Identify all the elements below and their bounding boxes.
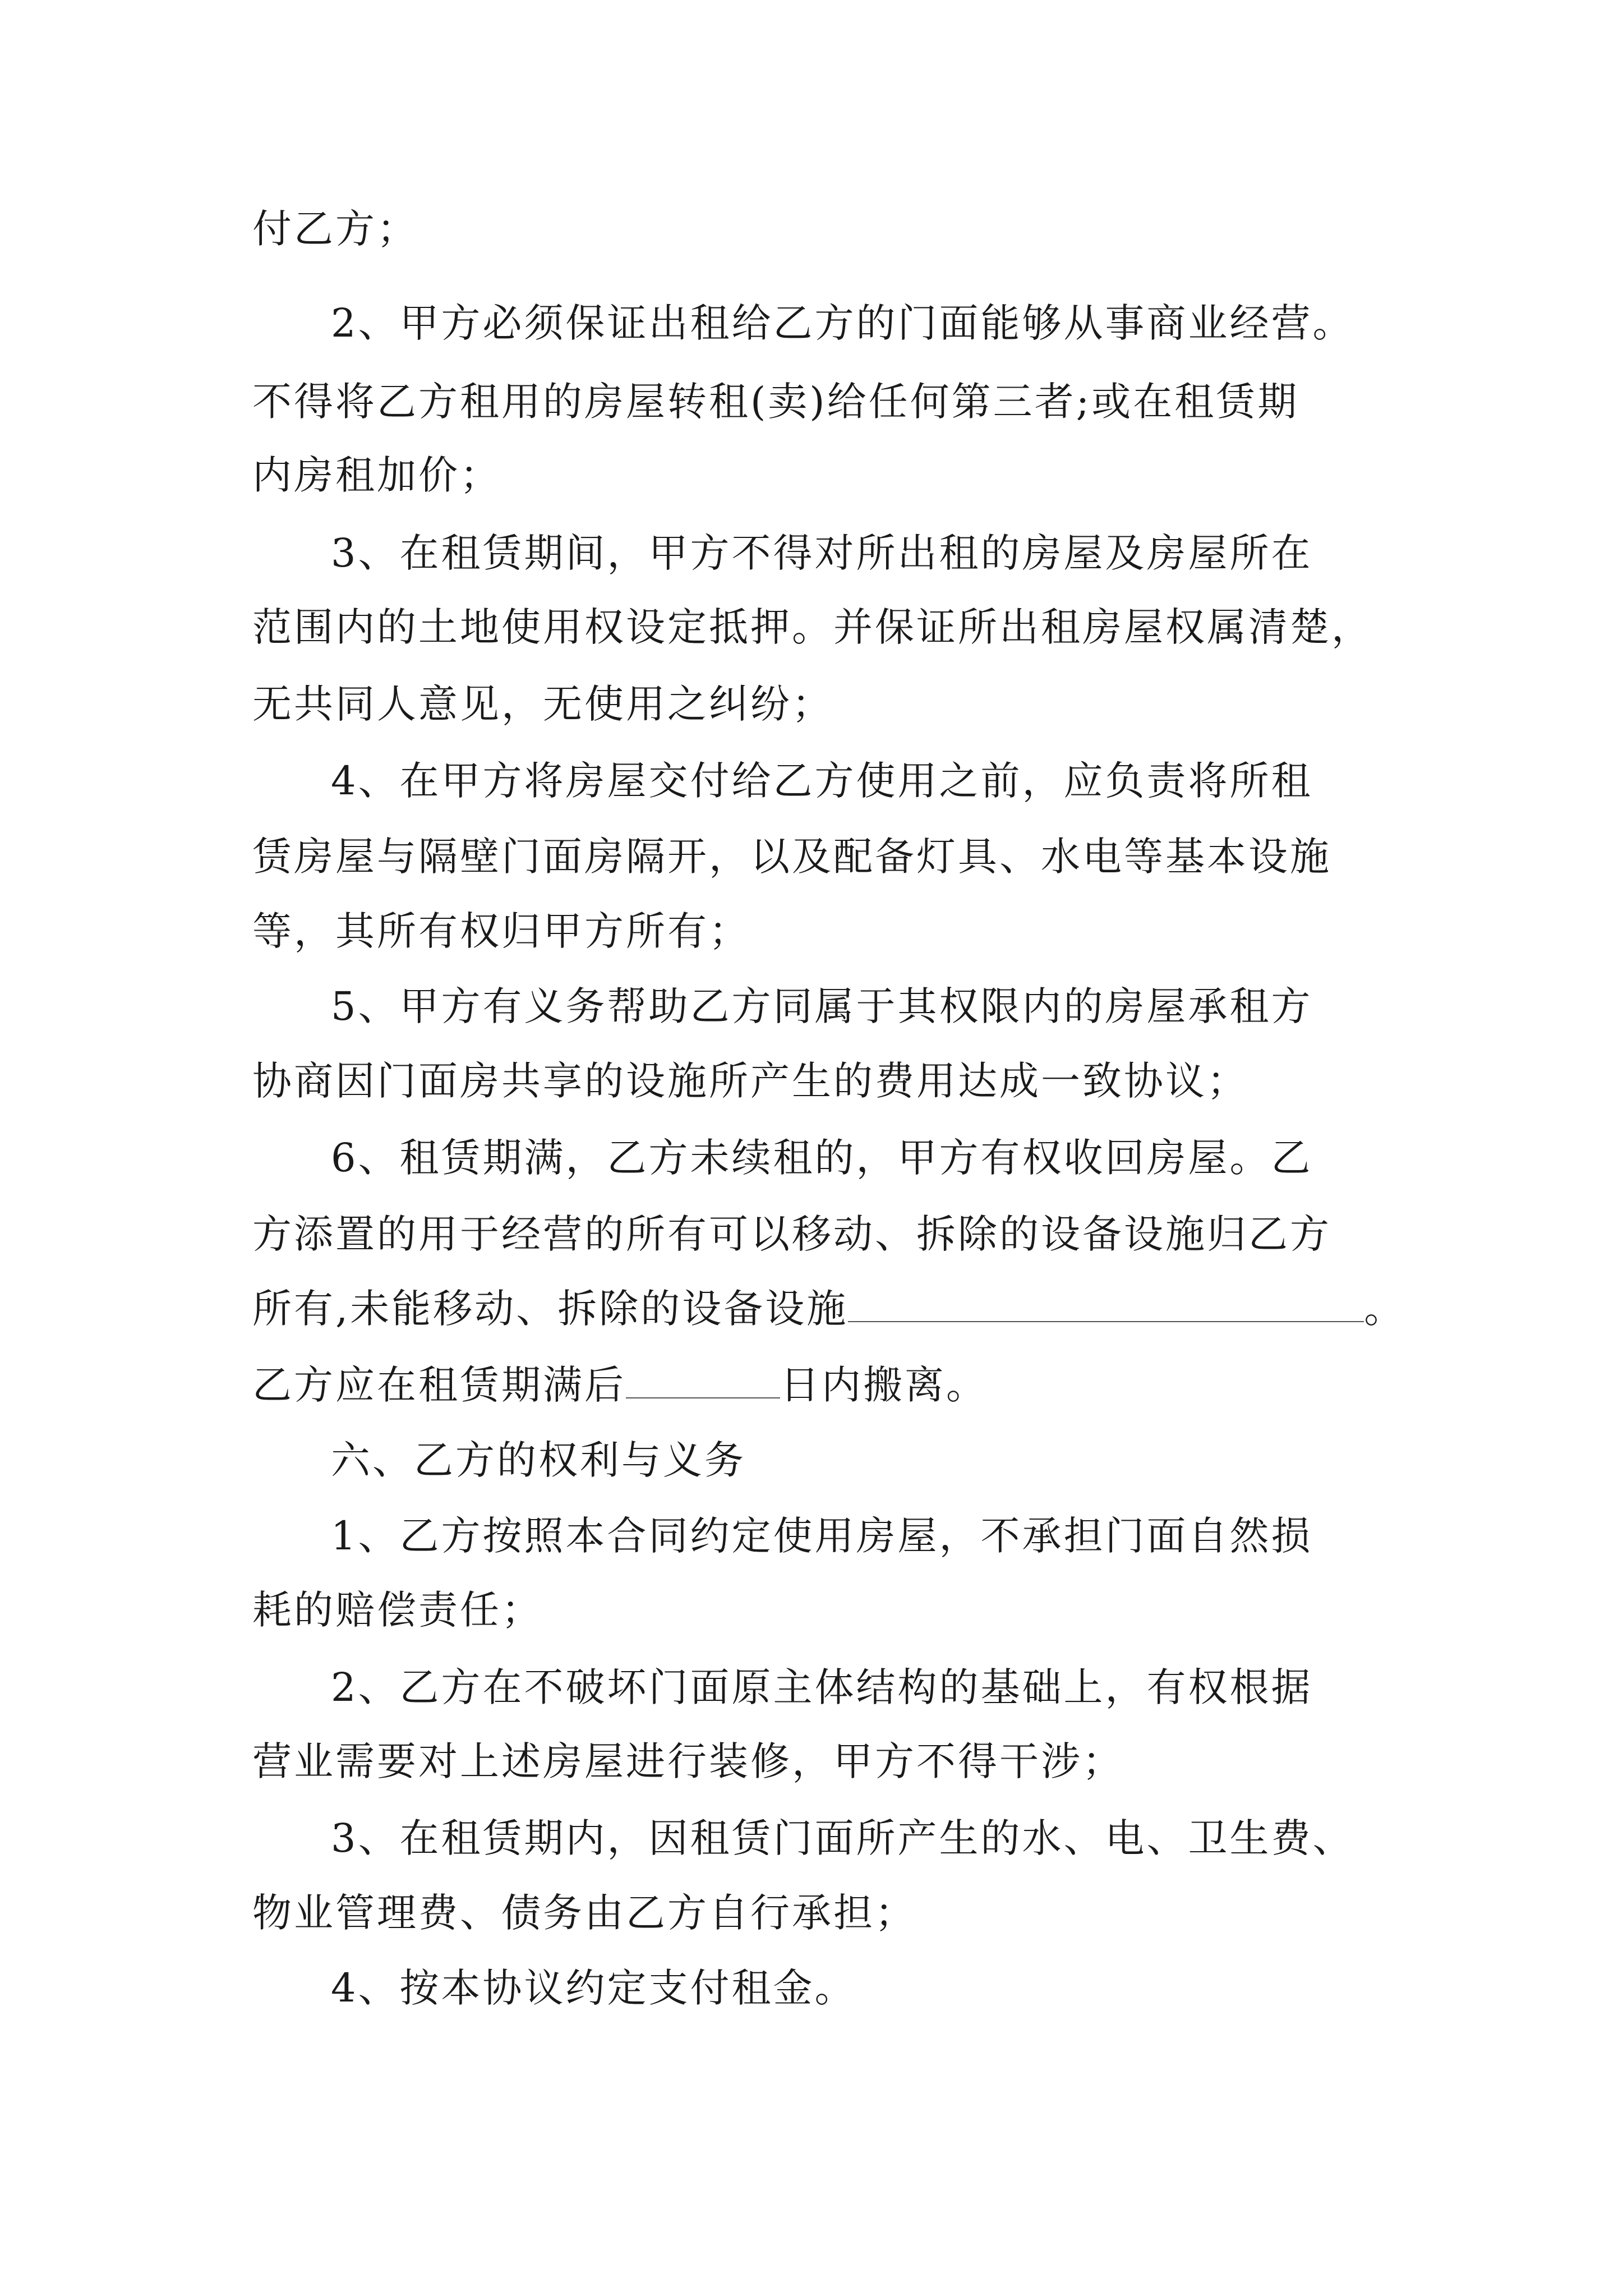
text-segment: 日内搬离。 bbox=[780, 1362, 988, 1408]
text-line: 等，其所有权归甲方所有； bbox=[252, 908, 750, 954]
text-line: 协商因门面房共享的设施所产生的费用达成一致协议； bbox=[252, 1058, 1248, 1104]
clause-5-4-line: 4、在甲方将房屋交付给乙方使用之前，应负责将所租 bbox=[331, 758, 1313, 804]
clause-6-1-line: 1、乙方按照本合同约定使用房屋，不承担门面自然损 bbox=[331, 1513, 1313, 1559]
text-line-with-blank bbox=[252, 1357, 988, 1413]
clause-5-5-line: 5、甲方有义务帮助乙方同属于其权限内的房屋承租方 bbox=[331, 983, 1313, 1029]
clause-5-3-line: 3、在租赁期间，甲方不得对所出租的房屋及房屋所在 bbox=[331, 530, 1313, 576]
text-line: 范围内的土地使用权设定抵押。并保证所出租房屋权属清楚， bbox=[252, 604, 1373, 650]
fill-in-blank bbox=[848, 1281, 1364, 1322]
text-line-with-blank bbox=[252, 1281, 1405, 1337]
section-heading: 六、乙方的权利与义务 bbox=[331, 1437, 746, 1483]
text-line: 方添置的用于经营的所有可以移动、拆除的设备设施归乙方 bbox=[252, 1211, 1331, 1257]
clause-6-3-line: 3、在租赁期内，因租赁门面所产生的水、电、卫生费、 bbox=[331, 1815, 1354, 1861]
clause-6-2-line: 2、乙方在不破坏门面原主体结构的基础上，有权根据 bbox=[331, 1664, 1313, 1710]
clause-5-2-line: 2、甲方必须保证出租给乙方的门面能够从事商业经营。 bbox=[331, 300, 1354, 346]
text-segment: 所有,未能移动、拆除的设备设施 bbox=[252, 1286, 849, 1332]
clause-6-4-line: 4、按本协议约定支付租金。 bbox=[331, 1965, 856, 2011]
clause-5-6-line: 6、租赁期满，乙方未续租的，甲方有权收回房屋。乙 bbox=[331, 1135, 1313, 1181]
text-segment: 乙方应在租赁期满后 bbox=[252, 1362, 626, 1408]
text-segment: 。 bbox=[1364, 1286, 1406, 1332]
text-line: 无共同人意见，无使用之纠纷； bbox=[252, 681, 833, 727]
text-line: 赁房屋与隔壁门面房隔开，以及配备灯具、水电等基本设施 bbox=[252, 834, 1331, 880]
text-line: 耗的赔偿责任； bbox=[252, 1587, 543, 1633]
fill-in-blank bbox=[626, 1357, 780, 1398]
text-line: 内房租加价； bbox=[252, 452, 501, 498]
text-line: 付乙方； bbox=[252, 206, 418, 252]
text-line: 营业需要对上述房屋进行装修，甲方不得干涉； bbox=[252, 1738, 1124, 1784]
text-line: 不得将乙方租用的房屋转租(卖)给任何第三者;或在租赁期 bbox=[252, 379, 1299, 425]
text-line: 物业管理费、债务由乙方自行承担； bbox=[252, 1890, 916, 1936]
